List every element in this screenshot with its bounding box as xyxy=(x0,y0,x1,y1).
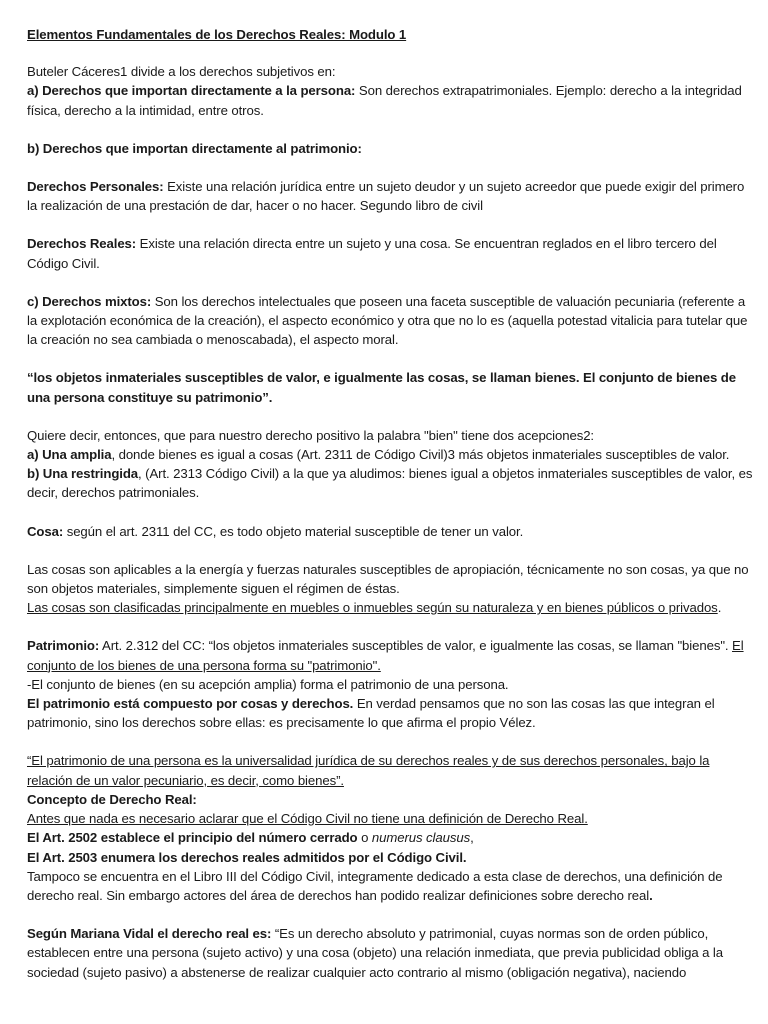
paragraph-cosas-energia xyxy=(27,560,757,618)
text-patrimonio-bold: El patrimonio está compuesto por cosas y derechos. xyxy=(27,696,354,712)
text-patrimonio: Art. 2.312 del CC: “los objetos inmateriales susceptibles de valor, e igualmente las cosas, se llaman "bienes". xyxy=(99,638,733,654)
paragraph-intro xyxy=(27,62,757,120)
text-derechos-mixtos: Son los derechos intelectuales que poseen una faceta susceptible de valuación pecuniaria (referente a la explotación económica de la creación), el aspecto económico y otra que no lo es (aquella potestad vitalicia para tutelar que la creación no sea cambiada o menoscabada), el aspecto moral. xyxy=(27,293,748,348)
quote-patrimonio: “El patrimonio de una persona es la universalidad jurídica de su derechos reales y de sus derechos personales, bajo la relación de un valor pecuniario, es decir, como bienes”. xyxy=(27,753,710,788)
heading-derechos-personales: Derechos Personales: xyxy=(27,179,164,195)
heading-derechos-reales: Derechos Reales: xyxy=(27,236,137,252)
heading-a-persona: a) Derechos que importan directamente a la persona: xyxy=(27,83,356,99)
paragraph-concepto xyxy=(27,751,757,905)
text-art-2502-comma: , xyxy=(470,830,474,846)
paragraph-derechos-reales xyxy=(27,234,757,272)
paragraph-mariana-vidal xyxy=(27,924,757,982)
paragraph-derechos-mixtos xyxy=(27,292,757,350)
text-acepcion-restringida: , (Art. 2313 Código Civil) a la que ya aludimos: bienes igual a objetos inmateriales susceptibles de valor, es decir, derechos patrimoniales. xyxy=(27,466,753,501)
heading-concepto-derecho-real: Concepto de Derecho Real: xyxy=(27,791,197,807)
text-numerus-clausus: numerus clausus xyxy=(371,830,471,846)
text-art-2503: El Art. 2503 enumera los derechos reales admitidos por el Código Civil. xyxy=(27,849,467,865)
paragraph-patrimonio xyxy=(27,636,757,732)
heading-derechos-mixtos: c) Derechos mixtos: xyxy=(27,293,152,309)
text-acepcion-amplia: , donde bienes es igual a cosas (Art. 2311 de Código Civil)3 más objetos inmateriales susceptibles de valor. xyxy=(111,447,730,463)
document-page xyxy=(27,25,757,982)
quote-bienes: “los objetos inmateriales susceptibles de valor, e igualmente las cosas, se llaman bienes. El conjunto de bienes de una persona constituye su patrimonio”. xyxy=(27,370,736,405)
text-cosas-clasificacion: Las cosas son clasificadas principalmente en muebles o inmuebles según su naturaleza y en bienes públicos o privados xyxy=(27,600,718,616)
paragraph-cosa xyxy=(27,522,757,541)
heading-patrimonio: Patrimonio: xyxy=(27,638,100,654)
heading-mariana-vidal: Según Mariana Vidal el derecho real es: xyxy=(27,926,272,942)
heading-cosa: Cosa: xyxy=(27,523,64,539)
text-derechos-reales: Existe una relación directa entre un sujeto y una cosa. Se encuentran reglados en el libro tercero del Código Civil. xyxy=(27,236,717,271)
intro-text: Buteler Cáceres1 divide a los derechos subjetivos en: xyxy=(27,64,336,80)
text-tampoco-dot: . xyxy=(649,887,653,903)
paragraph-acepciones xyxy=(27,426,757,503)
text-art-2502-o: o xyxy=(357,830,372,846)
text-cosa: según el art. 2311 del CC, es todo objeto material susceptible de tener un valor. xyxy=(63,523,524,539)
paragraph-derechos-personales xyxy=(27,177,757,215)
text-mariana-vidal: “Es un derecho absoluto y patrimonial, cuyas normas son de orden público, establecen entre una persona (sujeto activo) y una cosa (objeto) una relación inmediata, que previa publicidad obliga a la sociedad (sujeto pasivo) a abstenerse de realizar cualquier acto contrario al mismo (obligación negativa), naciendo xyxy=(27,926,723,980)
text-patrimonio-line2: -El conjunto de bienes (en su acepción amplia) forma el patrimonio de una persona. xyxy=(27,676,509,692)
text-acepciones-intro: Quiere decir, entonces, que para nuestro derecho positivo la palabra "bien" tiene dos acepciones2: xyxy=(27,427,594,443)
heading-acepcion-amplia: a) Una amplia xyxy=(27,447,112,463)
text-patrimonio-underlined: El conjunto de los bienes de una persona forma su "patrimonio". xyxy=(27,638,744,673)
text-concepto-aclaracion: Antes que nada es necesario aclarar que el Código Civil no tiene una definición de Derecho Real. xyxy=(27,811,588,827)
heading-b-patrimonio: b) Derechos que importan directamente al patrimonio: xyxy=(27,140,362,156)
document-title: Elementos Fundamentales de los Derechos Reales: Modulo 1 xyxy=(27,27,407,42)
text-derechos-personales: Existe una relación jurídica entre un sujeto deudor y un sujeto acreedor que puede exigir del primero la realización de una prestación de dar, hacer o no hacer. Segundo libro de civil xyxy=(27,179,745,214)
text-a-persona: Son derechos extrapatrimoniales. Ejemplo: derecho a la integridad física, derecho a la intimidad, entre otros. xyxy=(27,83,742,118)
heading-acepcion-restringida: b) Una restringida xyxy=(27,466,139,482)
text-cosas-clasificacion-dot: . xyxy=(717,600,722,616)
text-art-2502: El Art. 2502 establece el principio del número cerrado xyxy=(27,830,358,846)
text-tampoco: Tampoco se encuentra en el Libro III del Código Civil, integramente dedicado a esta clase de derechos, una definición de derecho real. Sin embargo actores del área de derechos han podido realizar definiciones sobre derecho real xyxy=(27,868,723,903)
text-patrimonio-line3: En verdad pensamos que no son las cosas las que integran el patrimonio, sino los derechos sobre ellas: es precisamente lo que afirma el propio Vélez. xyxy=(27,696,715,731)
text-cosas-energia: Las cosas son aplicables a la energía y fuerzas naturales susceptibles de apropiación, técnicamente no son cosas, ya que no son objetos materiales, simplemente siguen el régimen de éstas. xyxy=(27,561,749,597)
